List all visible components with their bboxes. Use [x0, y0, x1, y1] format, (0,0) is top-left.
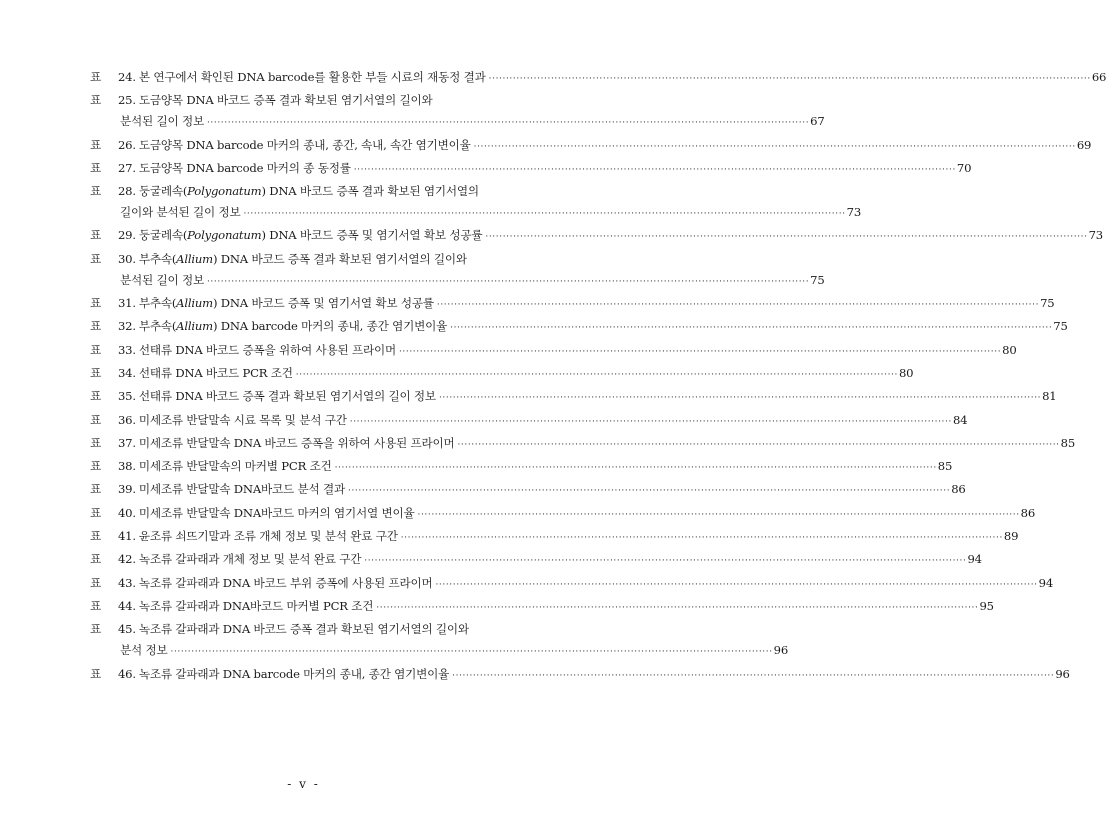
table-prefix: 표	[90, 251, 101, 266]
table-prefix: 표	[90, 389, 101, 404]
table-number: 45.	[118, 622, 136, 637]
table-title: 녹조류 갈파래과 DNA바코드 마커별 PCR 조건	[138, 598, 374, 613]
table-number: 35.	[118, 389, 136, 404]
dot-leader	[207, 111, 809, 134]
table-title: 분석된 길이 정보	[120, 114, 204, 129]
toc-entry[interactable]	[90, 433, 1075, 454]
toc-entry[interactable]	[90, 549, 982, 570]
toc-entry[interactable]	[90, 386, 1057, 407]
table-title: 미세조류 반달말속의 마커별 PCR 조건	[138, 459, 332, 474]
toc-entry[interactable]	[90, 90, 825, 132]
table-number: 32.	[118, 319, 136, 334]
toc-entry[interactable]	[90, 67, 1106, 88]
page-ref[interactable]: 67	[810, 114, 825, 129]
toc-entry-first-line	[90, 293, 1055, 314]
table-number: 31.	[118, 296, 136, 311]
table-prefix: 표	[90, 529, 101, 544]
genus-name: Polygonatum	[187, 228, 262, 243]
toc-entry-first-line	[90, 340, 1017, 361]
dot-leader	[485, 225, 1087, 248]
page-ref[interactable]: 66	[1091, 70, 1106, 84]
table-title: 도금양목 DNA 바코드 증폭 결과 확보된 염기서열의 길이와	[138, 93, 433, 108]
table-title: 부추속(Allium) DNA 바코드 증폭 결과 확보된 염기서열의 길이와	[138, 251, 467, 266]
toc-entry-first-line	[90, 181, 528, 202]
dot-leader	[457, 433, 1059, 456]
dot-leader	[364, 549, 966, 572]
toc-entry-first-line	[90, 619, 528, 640]
page-ref[interactable]: 75	[810, 272, 825, 287]
table-prefix: 표	[90, 70, 101, 84]
page-ref[interactable]: 94	[1038, 575, 1053, 590]
table-number: 28.	[118, 184, 136, 199]
page-ref[interactable]: 70	[956, 160, 972, 175]
dot-leader	[207, 270, 809, 293]
table-number: 24.	[118, 70, 136, 84]
table-prefix: 표	[90, 598, 101, 613]
table-title: 부추속(Allium) DNA barcode 마커의 종내, 종간 염기변이율	[138, 319, 448, 334]
table-number: 29.	[118, 228, 136, 243]
toc-entry-first-line	[90, 225, 1103, 246]
table-number: 30.	[118, 251, 136, 266]
table-number: 26.	[118, 137, 136, 152]
dot-leader	[170, 640, 772, 663]
table-title: 부추속(Allium) DNA 바코드 증폭 및 염기서열 확보 성공률	[138, 296, 434, 311]
page-ref[interactable]: 73	[846, 205, 861, 220]
table-title: 선태류 DNA 바코드 증폭을 위하여 사용된 프라이머	[138, 342, 396, 357]
table-prefix: 표	[90, 319, 101, 334]
toc-entry-first-line	[90, 410, 968, 431]
toc-entry[interactable]	[90, 573, 1053, 594]
toc-entry-first-line	[90, 503, 1036, 524]
table-prefix: 표	[90, 666, 101, 681]
dot-leader	[335, 456, 937, 479]
dot-leader	[354, 158, 956, 181]
table-number: 36.	[118, 412, 136, 427]
table-title: 미세조류 반달말속 DNA 바코드 증폭을 위하여 사용된 프라이머	[138, 435, 455, 450]
toc-entry[interactable]	[90, 135, 1092, 156]
table-title: 분석 정보	[120, 643, 168, 658]
page-ref[interactable]: 73	[1088, 228, 1103, 243]
genus-name: Allium	[176, 319, 213, 334]
table-title: 도금양목 DNA barcode 마커의 종내, 종간, 속내, 속간 염기변이율	[138, 137, 471, 152]
table-prefix: 표	[90, 412, 101, 427]
page-ref[interactable]: 80	[1002, 342, 1017, 357]
toc-entry-first-line	[90, 158, 972, 179]
toc-entry[interactable]	[90, 340, 1017, 361]
table-prefix: 표	[90, 575, 101, 590]
dot-leader	[489, 67, 1091, 90]
dot-leader	[296, 363, 898, 386]
dot-leader	[399, 340, 1001, 363]
table-title: 선태류 DNA 바코드 PCR 조건	[138, 365, 293, 380]
table-number: 33.	[118, 342, 136, 357]
dot-leader	[450, 316, 1052, 339]
toc-entry-first-line	[90, 456, 953, 477]
toc-entry[interactable]	[90, 503, 1036, 524]
toc-entry-first-line	[90, 316, 1068, 337]
toc-entry[interactable]	[90, 225, 1103, 246]
dot-leader	[243, 202, 845, 225]
table-number: 41.	[118, 529, 136, 544]
toc-entry-first-line	[90, 386, 1057, 407]
toc-entry-first-line	[90, 90, 528, 111]
dot-leader	[417, 503, 1019, 526]
genus-name: Allium	[176, 251, 213, 266]
table-number: 25.	[118, 93, 136, 108]
table-title: 둥굴레속(Polygonatum) DNA 바코드 증폭 및 염기서열 확보 성공률	[138, 228, 483, 243]
toc-entry-first-line	[90, 549, 982, 570]
table-number: 42.	[118, 552, 136, 567]
table-prefix: 표	[90, 228, 101, 243]
table-number: 39.	[118, 482, 136, 497]
toc-entry-continuation-line	[90, 111, 825, 132]
toc-entry-first-line	[90, 135, 1092, 156]
page-ref[interactable]: 84	[952, 412, 968, 427]
table-title: 윤조류 쇠뜨기말과 조류 개체 정보 및 분석 완료 구간	[138, 529, 398, 544]
toc-entry-first-line	[90, 573, 1053, 594]
table-number: 38.	[118, 459, 136, 474]
toc-entry[interactable]	[90, 181, 861, 223]
dot-leader	[401, 526, 1003, 549]
toc-entry[interactable]	[90, 526, 1019, 547]
dot-leader	[474, 135, 1076, 158]
toc-entry-first-line	[90, 249, 528, 270]
table-prefix: 표	[90, 342, 101, 357]
page-ref[interactable]: 86	[951, 482, 966, 497]
toc-entry-first-line	[90, 479, 966, 500]
dot-leader	[437, 293, 1039, 316]
page-number: - v -	[287, 777, 320, 791]
page-ref[interactable]: 85	[937, 459, 953, 474]
table-title: 미세조류 반달말속 시료 목록 및 분석 구간	[138, 412, 347, 427]
table-prefix: 표	[90, 137, 101, 152]
dot-leader	[348, 479, 950, 502]
toc-entry-first-line	[90, 363, 914, 384]
table-number: 34.	[118, 365, 136, 380]
page-ref[interactable]: 75	[1040, 296, 1055, 311]
dot-leader	[435, 573, 1037, 596]
table-number: 40.	[118, 505, 136, 520]
table-prefix: 표	[90, 435, 101, 450]
table-number: 27.	[118, 160, 136, 175]
page-ref[interactable]: 95	[979, 598, 994, 613]
table-title: 길이와 분석된 길이 정보	[120, 205, 241, 220]
table-prefix: 표	[90, 184, 101, 199]
toc-entry[interactable]	[90, 619, 789, 661]
dot-leader	[376, 596, 978, 619]
page-ref[interactable]: 69	[1076, 137, 1092, 152]
table-title: 도금양목 DNA barcode 마커의 종 동정률	[138, 160, 351, 175]
toc-entry[interactable]	[90, 456, 953, 477]
genus-name: Polygonatum	[187, 184, 262, 199]
toc-entry[interactable]	[90, 316, 1068, 337]
table-prefix: 표	[90, 365, 101, 380]
page-ref[interactable]: 86	[1020, 505, 1036, 520]
table-title: 미세조류 반달말속 DNA바코드 마커의 염기서열 변이율	[138, 505, 415, 520]
dot-leader	[439, 386, 1041, 409]
page-ref[interactable]: 96	[1055, 666, 1070, 681]
table-prefix: 표	[90, 459, 101, 474]
table-number: 44.	[118, 598, 136, 613]
toc-entry[interactable]	[90, 664, 1070, 685]
table-title: 녹조류 갈파래과 DNA 바코드 부위 증폭에 사용된 프라이머	[138, 575, 433, 590]
toc-entry-first-line	[90, 67, 1106, 88]
toc-entry-continuation-line	[90, 640, 789, 661]
table-number: 46.	[118, 666, 136, 681]
table-title: 녹조류 갈파래과 DNA 바코드 증폭 결과 확보된 염기서열의 길이와	[138, 622, 469, 637]
toc-entry[interactable]	[90, 410, 968, 431]
toc-entry[interactable]	[90, 293, 1055, 314]
toc-entry[interactable]	[90, 363, 914, 384]
table-prefix: 표	[90, 160, 101, 175]
toc-entry-continuation-line	[90, 270, 825, 291]
table-title: 미세조류 반달말속 DNA바코드 분석 결과	[138, 482, 345, 497]
toc-entry-first-line	[90, 526, 1019, 547]
table-title: 분석된 길이 정보	[120, 272, 204, 287]
table-number: 43.	[118, 575, 136, 590]
page-ref[interactable]: 85	[1060, 435, 1075, 450]
table-prefix: 표	[90, 552, 101, 567]
toc-entry[interactable]	[90, 158, 972, 179]
table-title: 둥굴레속(Polygonatum) DNA 바코드 증폭 결과 확보된 염기서열의	[138, 184, 479, 199]
toc-entry[interactable]	[90, 596, 994, 617]
table-title: 본 연구에서 확인된 DNA barcode를 활용한 부들 시료의 재동정 결과	[138, 70, 486, 84]
table-title: 녹조류 갈파래과 DNA barcode 마커의 종내, 종간 염기변이율	[138, 666, 450, 681]
toc-entry-continuation-line	[90, 202, 861, 223]
table-title: 선태류 DNA 바코드 증폭 결과 확보된 염기서열의 길이 정보	[138, 389, 436, 404]
toc-entry-first-line	[90, 433, 1075, 454]
page-ref[interactable]: 80	[898, 365, 914, 380]
toc-entry-first-line	[90, 664, 1070, 685]
table-number: 37.	[118, 435, 136, 450]
table-prefix: 표	[90, 622, 101, 637]
toc-entry[interactable]	[90, 479, 966, 500]
toc-entry[interactable]	[90, 249, 825, 291]
genus-name: Allium	[176, 296, 213, 311]
table-prefix: 표	[90, 505, 101, 520]
table-prefix: 표	[90, 482, 101, 497]
dot-leader	[350, 410, 952, 433]
table-of-tables	[90, 67, 1106, 687]
page-ref[interactable]: 89	[1003, 529, 1019, 544]
table-title: 녹조류 갈파래과 개체 정보 및 분석 완료 구간	[138, 552, 362, 567]
page-ref[interactable]: 75	[1053, 319, 1068, 334]
table-prefix: 표	[90, 93, 101, 108]
page-ref[interactable]: 81	[1042, 389, 1057, 404]
page-ref[interactable]: 96	[773, 643, 789, 658]
table-prefix: 표	[90, 296, 101, 311]
page-ref[interactable]: 94	[967, 552, 982, 567]
toc-entry-first-line	[90, 596, 994, 617]
dot-leader	[452, 664, 1054, 687]
